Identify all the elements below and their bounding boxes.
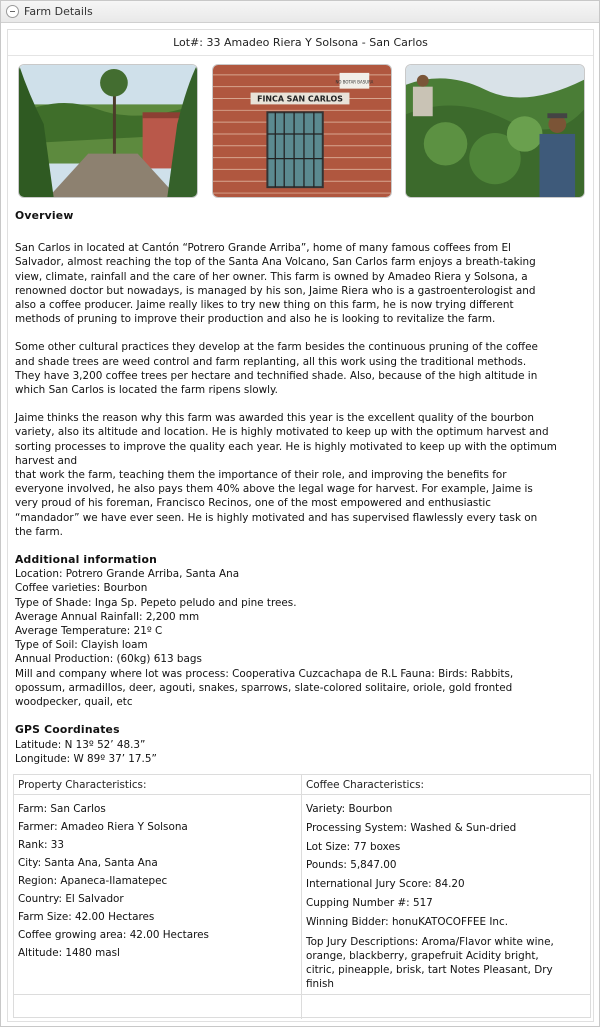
property-item: Altitude: 1480 masl [18,947,120,959]
coffee-item: International Jury Score: 84.20 [306,878,465,891]
gps-heading: GPS Coordinates [15,723,120,737]
info-line: woodpecker, quail, etc [15,696,133,709]
photo-strip [18,64,586,199]
coffee-item: Processing System: Washed & Sun-dried [306,821,517,834]
overview-paragraph-1 [15,241,589,326]
info-line: opossum, armadillos, deer, agouti, snakes, sparrows, slate-colored solitaire, oriole, gold fronted [15,681,513,694]
coffee-item: Variety: Bourbon [306,803,393,815]
text-line: Some other cultural practices they develop at the farm besides the continuous pruning of the coffee [15,341,538,354]
panel-title: Farm Details [24,5,93,18]
jury-description-line: finish [306,977,335,990]
coffee-item: Lot Size: 77 boxes [306,840,401,853]
farm-sign-text: FINCA SAN CARLOS [257,94,343,104]
farm-content [7,29,594,1022]
jury-descriptions [306,935,586,991]
info-line: Type of Soil: Clayish loam [15,639,148,652]
property-characteristics [14,775,302,1019]
text-line: Jaime thinks the reason why this farm was awarded this year is the excellent quality of the bourbon [15,412,534,425]
jury-description-line: citric, pineapple, brisk, tart Notes Pleasant, Dry [306,963,553,976]
property-heading: Property Characteristics: [14,775,301,795]
text-line: “mandador” we have ever seen. He is highly motivated and has supervised flawlessly every task on [15,511,538,524]
coffee-characteristics [302,775,590,1019]
coffee-item: Cupping Number #: 517 [306,896,433,909]
text-line: variety, also its altitude and location. He is highly motivated to keep up with the optimum harvest and [15,426,549,439]
property-item: Country: El Salvador [18,893,124,905]
property-item: Farmer: Amadeo Riera Y Solsona [18,821,188,833]
text-line: Salvador, almost reaching the top of the Santa Ana Volcano, San Carlos farm enjoys a breath-taking [15,256,536,269]
text-line: and shade trees are weed control and farm replanting, all this work using the traditional methods. [15,355,527,368]
info-line: Average Temperature: 21º C [15,625,163,638]
gps-coordinates [15,723,589,766]
text-line: methods of pruning to improve their production and also he is looking to revitalize the farm. [15,313,496,326]
text-line: everyone involved, he also pays them 40% above the legal wage for harvest. For example, Jaime is [15,483,533,496]
lot-title: Lot#: 33 Amadeo Riera Y Solsona - San Carlos [8,30,593,56]
panel-titlebar[interactable] [1,1,599,23]
collapse-icon[interactable] [6,5,19,18]
text-line: the farm. [15,525,63,538]
coffee-heading: Coffee Characteristics: [302,775,590,795]
property-list [14,795,301,995]
farm-sign-photo[interactable] [212,64,392,198]
text-line: view, climate, rainfall and the care of her owner. This farm is owned by Amadeo Riera y Solsona, a [15,270,528,283]
additional-heading: Additional information [15,553,157,567]
additional-information [15,553,589,709]
jury-description-line: orange, blackberry, grapefruit Acidity bright, [306,949,539,962]
info-line: Mill and company where lot was process: Cooperativa Cuzcachapa de R.L Fauna: Birds: Rabbits, [15,667,514,680]
info-line: Annual Production: (60kg) 613 bags [15,653,202,666]
info-line: Coffee varieties: Bourbon [15,582,148,595]
overview-paragraph-2 [15,340,589,397]
property-item: City: Santa Ana, Santa Ana [18,857,158,869]
text-line: which San Carlos is located the farm ripens slowly. [15,384,278,397]
notice-sign-text: NO BOTAR BASURA [335,79,374,85]
gps-longitude: Longitude: W 89º 37’ 17.5” [15,752,157,765]
farm-road-photo[interactable] [18,64,198,198]
farmers-photo[interactable] [405,64,585,198]
text-line: renowned doctor but nowadays, is managed by his son, Jaime Riera who is a gastroenterologist and [15,284,536,297]
text-line: that work the farm, teaching them the importance of their role, and improving the benefits for [15,469,507,482]
gps-latitude: Latitude: N 13º 52’ 48.3” [15,738,146,751]
characteristics-table [13,774,591,1018]
text-line: very proud of his foreman, Francisco Recinos, one of the most empowered and enthusiastic [15,497,492,510]
coffee-list [302,795,590,995]
info-line: Location: Potrero Grande Arriba, Santa Ana [15,568,240,581]
text-line: San Carlos in located at Cantón “Potrero Grande Arriba”, home of many famous coffees from El [15,242,511,255]
text-line: also a coffee producer. Jaime really likes to try new thing on this farm, he is now trying different [15,299,514,312]
overview-paragraph-3 [15,411,589,539]
overview-heading: Overview [15,209,74,222]
info-line: Average Annual Rainfall: 2,200 mm [15,610,200,623]
property-item: Region: Apaneca-Ilamatepec [18,875,168,887]
property-item: Farm Size: 42.00 Hectares [18,911,155,923]
jury-description-line: Top Jury Descriptions: Aroma/Flavor white wine, [306,935,554,948]
coffee-item: Winning Bidder: honuKATOCOFFEE Inc. [306,915,509,928]
text-line: They have 3,200 coffee trees per hectare and technified shade. Also, because of the high altitude in [15,369,538,382]
info-line: Type of Shade: Inga Sp. Pepeto peludo and pine trees. [15,596,297,609]
text-line: sorting processes to improve the quality each year. He is highly motivated to keep up with the optimum harvest and [15,440,557,467]
property-item: Rank: 33 [18,839,64,851]
property-item: Coffee growing area: 42.00 Hectares [18,929,209,941]
farm-description [15,209,589,766]
property-item: Farm: San Carlos [18,803,106,815]
coffee-item: Pounds: 5,847.00 [306,859,397,872]
